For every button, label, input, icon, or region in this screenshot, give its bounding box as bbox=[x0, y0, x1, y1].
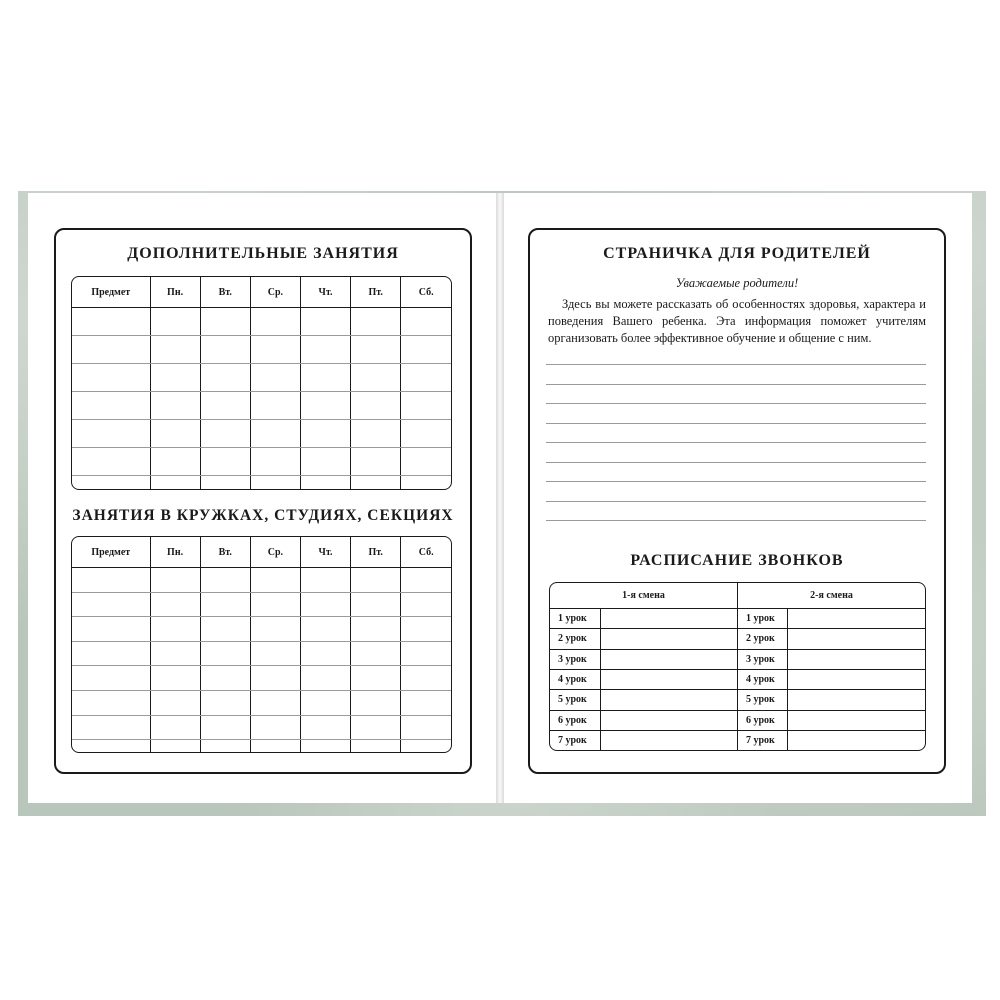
writing-line[interactable] bbox=[546, 520, 926, 521]
extra-lessons-cell[interactable] bbox=[250, 308, 300, 336]
clubs-cell[interactable] bbox=[401, 641, 451, 666]
extra-lessons-cell[interactable] bbox=[150, 419, 200, 447]
writing-line[interactable] bbox=[546, 403, 926, 404]
clubs-cell[interactable] bbox=[351, 617, 401, 642]
extra-lessons-cell[interactable] bbox=[150, 475, 200, 489]
clubs-cell[interactable] bbox=[200, 592, 250, 617]
parents-intro-text: Здесь вы можете рассказать об особенностях здоровья, характера и поведения Вашего ребенка. Эта информация поможет учителям организовать более эффективное обучение и общение с ним. bbox=[548, 297, 926, 345]
second-shift-lesson-label: 1 урок bbox=[738, 609, 788, 629]
second-shift-time-cell[interactable] bbox=[788, 609, 926, 629]
clubs-cell[interactable] bbox=[300, 592, 350, 617]
extra-lessons-row bbox=[72, 308, 451, 336]
clubs-cell[interactable] bbox=[300, 568, 350, 593]
extra-lessons-column-header: Вт. bbox=[200, 277, 250, 308]
bell-schedule-body bbox=[550, 609, 925, 751]
extra-lessons-column-header: Пн. bbox=[150, 277, 200, 308]
clubs-cell[interactable] bbox=[150, 666, 200, 691]
extra-lessons-row bbox=[72, 419, 451, 447]
clubs-body bbox=[72, 568, 451, 753]
first-shift-time-cell[interactable] bbox=[600, 629, 738, 649]
extra-lessons-cell[interactable] bbox=[401, 335, 451, 363]
extra-lessons-cell[interactable] bbox=[250, 335, 300, 363]
extra-lessons-cell[interactable] bbox=[401, 419, 451, 447]
bell-row bbox=[550, 710, 925, 730]
clubs-cell[interactable] bbox=[72, 740, 150, 752]
clubs-cell[interactable] bbox=[200, 568, 250, 593]
extra-lessons-header-row bbox=[72, 277, 451, 308]
extra-lessons-body bbox=[72, 308, 451, 490]
clubs-cell[interactable] bbox=[300, 740, 350, 752]
extra-lessons-cell[interactable] bbox=[150, 308, 200, 336]
clubs-cell[interactable] bbox=[351, 641, 401, 666]
clubs-cell[interactable] bbox=[351, 592, 401, 617]
second-shift-lesson-label: 2 урок bbox=[738, 629, 788, 649]
extra-lessons-row bbox=[72, 475, 451, 489]
first-shift-lesson-label: 4 урок bbox=[550, 669, 600, 689]
clubs-cell[interactable] bbox=[200, 715, 250, 740]
second-shift-lesson-label: 7 урок bbox=[738, 730, 788, 750]
extra-lessons-cell[interactable] bbox=[200, 308, 250, 336]
bell-schedule-table bbox=[549, 582, 926, 751]
extra-lessons-cell[interactable] bbox=[72, 363, 150, 391]
extra-lessons-cell[interactable] bbox=[300, 475, 350, 489]
extra-lessons-cell[interactable] bbox=[200, 335, 250, 363]
bell-row bbox=[550, 609, 925, 629]
extra-lessons-cell[interactable] bbox=[401, 363, 451, 391]
bell-row bbox=[550, 629, 925, 649]
extra-lessons-cell[interactable] bbox=[351, 308, 401, 336]
extra-lessons-cell[interactable] bbox=[150, 363, 200, 391]
extra-lessons-cell[interactable] bbox=[250, 363, 300, 391]
parents-page-title: СТРАНИЧКА ДЛЯ РОДИТЕЛЕЙ bbox=[603, 245, 871, 262]
extra-lessons-cell[interactable] bbox=[150, 447, 200, 475]
clubs-row bbox=[72, 568, 451, 593]
extra-lessons-cell[interactable] bbox=[200, 363, 250, 391]
clubs-cell[interactable] bbox=[150, 617, 200, 642]
extra-lessons-cell[interactable] bbox=[351, 335, 401, 363]
clubs-cell[interactable] bbox=[351, 715, 401, 740]
first-shift-time-cell[interactable] bbox=[600, 609, 738, 629]
parents-greeting: Уважаемые родители! bbox=[675, 276, 799, 290]
extra-lessons-cell[interactable] bbox=[300, 391, 350, 419]
second-shift-time-cell[interactable] bbox=[788, 730, 926, 750]
extra-lessons-cell[interactable] bbox=[250, 419, 300, 447]
extra-lessons-cell[interactable] bbox=[72, 447, 150, 475]
clubs-cell[interactable] bbox=[250, 568, 300, 593]
extra-lessons-table bbox=[71, 276, 452, 490]
extra-lessons-cell[interactable] bbox=[351, 447, 401, 475]
clubs-cell[interactable] bbox=[200, 617, 250, 642]
extra-lessons-cell[interactable] bbox=[401, 308, 451, 336]
extra-lessons-column-header: Чт. bbox=[300, 277, 350, 308]
writing-line[interactable] bbox=[546, 384, 926, 385]
writing-line[interactable] bbox=[546, 423, 926, 424]
extra-lessons-cell[interactable] bbox=[72, 391, 150, 419]
first-shift-time-cell[interactable] bbox=[600, 669, 738, 689]
clubs-title: ЗАНЯТИЯ В КРУЖКАХ, СТУДИЯХ, СЕКЦИЯХ bbox=[72, 507, 454, 524]
second-shift-time-cell[interactable] bbox=[788, 629, 926, 649]
clubs-cell[interactable] bbox=[150, 592, 200, 617]
first-shift-header: 1-я смена bbox=[550, 583, 738, 609]
extra-lessons-column-header: Предмет bbox=[72, 277, 150, 308]
extra-lessons-cell[interactable] bbox=[200, 391, 250, 419]
clubs-cell[interactable] bbox=[72, 690, 150, 715]
extra-lessons-cell[interactable] bbox=[72, 308, 150, 336]
clubs-cell[interactable] bbox=[72, 592, 150, 617]
clubs-column-header: Пн. bbox=[150, 537, 200, 568]
extra-lessons-column-header: Пт. bbox=[351, 277, 401, 308]
extra-lessons-cell[interactable] bbox=[72, 475, 150, 489]
extra-lessons-cell[interactable] bbox=[250, 391, 300, 419]
first-shift-time-cell[interactable] bbox=[600, 730, 738, 750]
clubs-cell[interactable] bbox=[300, 666, 350, 691]
clubs-cell[interactable] bbox=[150, 740, 200, 752]
clubs-cell[interactable] bbox=[72, 641, 150, 666]
clubs-cell[interactable] bbox=[351, 690, 401, 715]
extra-lessons-cell[interactable] bbox=[150, 391, 200, 419]
second-shift-lesson-label: 6 урок bbox=[738, 710, 788, 730]
extra-lessons-cell[interactable] bbox=[200, 447, 250, 475]
extra-lessons-cell[interactable] bbox=[401, 475, 451, 489]
extra-lessons-cell[interactable] bbox=[72, 419, 150, 447]
clubs-column-header: Вт. bbox=[200, 537, 250, 568]
clubs-cell[interactable] bbox=[351, 740, 401, 752]
clubs-cell[interactable] bbox=[401, 592, 451, 617]
extra-lessons-cell[interactable] bbox=[401, 391, 451, 419]
clubs-cell[interactable] bbox=[300, 641, 350, 666]
extra-lessons-cell[interactable] bbox=[351, 419, 401, 447]
bell-row bbox=[550, 690, 925, 710]
clubs-cell[interactable] bbox=[150, 641, 200, 666]
first-shift-lesson-label: 2 урок bbox=[550, 629, 600, 649]
extra-lessons-row bbox=[72, 363, 451, 391]
extra-lessons-cell[interactable] bbox=[300, 308, 350, 336]
second-shift-time-cell[interactable] bbox=[788, 669, 926, 689]
clubs-row bbox=[72, 715, 451, 740]
clubs-row bbox=[72, 690, 451, 715]
clubs-cell[interactable] bbox=[401, 740, 451, 752]
clubs-cell[interactable] bbox=[72, 666, 150, 691]
extra-lessons-row bbox=[72, 447, 451, 475]
extra-lessons-cell[interactable] bbox=[72, 335, 150, 363]
second-shift-lesson-label: 4 урок bbox=[738, 669, 788, 689]
extra-lessons-cell[interactable] bbox=[300, 363, 350, 391]
extra-lessons-cell[interactable] bbox=[300, 335, 350, 363]
writing-line[interactable] bbox=[546, 481, 926, 482]
extra-lessons-cell[interactable] bbox=[250, 447, 300, 475]
first-shift-time-cell[interactable] bbox=[600, 710, 738, 730]
second-shift-lesson-label: 5 урок bbox=[738, 690, 788, 710]
clubs-cell[interactable] bbox=[150, 568, 200, 593]
first-shift-time-cell[interactable] bbox=[600, 690, 738, 710]
extra-lessons-cell[interactable] bbox=[300, 419, 350, 447]
second-shift-time-cell[interactable] bbox=[788, 690, 926, 710]
extra-lessons-title: ДОПОЛНИТЕЛЬНЫЕ ЗАНЯТИЯ bbox=[127, 245, 399, 262]
writing-line[interactable] bbox=[546, 364, 926, 365]
clubs-cell[interactable] bbox=[72, 617, 150, 642]
clubs-cell[interactable] bbox=[401, 690, 451, 715]
clubs-cell[interactable] bbox=[300, 690, 350, 715]
extra-lessons-cell[interactable] bbox=[351, 391, 401, 419]
clubs-cell[interactable] bbox=[401, 715, 451, 740]
clubs-cell[interactable] bbox=[250, 740, 300, 752]
clubs-column-header: Пт. bbox=[351, 537, 401, 568]
extra-lessons-cell[interactable] bbox=[150, 335, 200, 363]
writing-line[interactable] bbox=[546, 501, 926, 502]
extra-lessons-cell[interactable] bbox=[351, 363, 401, 391]
clubs-row bbox=[72, 666, 451, 691]
first-shift-lesson-label: 6 урок bbox=[550, 710, 600, 730]
clubs-cell[interactable] bbox=[250, 690, 300, 715]
page-fold bbox=[496, 193, 504, 803]
first-shift-lesson-label: 3 урок bbox=[550, 649, 600, 669]
clubs-cell[interactable] bbox=[200, 666, 250, 691]
bell-row bbox=[550, 730, 925, 750]
clubs-cell[interactable] bbox=[72, 715, 150, 740]
clubs-row bbox=[72, 617, 451, 642]
clubs-cell[interactable] bbox=[150, 715, 200, 740]
clubs-table bbox=[71, 536, 452, 753]
extra-lessons-row bbox=[72, 335, 451, 363]
first-shift-lesson-label: 1 урок bbox=[550, 609, 600, 629]
clubs-cell[interactable] bbox=[300, 715, 350, 740]
clubs-cell[interactable] bbox=[250, 617, 300, 642]
extra-lessons-cell[interactable] bbox=[401, 447, 451, 475]
clubs-cell[interactable] bbox=[250, 592, 300, 617]
clubs-cell[interactable] bbox=[401, 666, 451, 691]
clubs-cell[interactable] bbox=[200, 740, 250, 752]
clubs-cell[interactable] bbox=[401, 568, 451, 593]
second-shift-lesson-label: 3 урок bbox=[738, 649, 788, 669]
extra-lessons-cell[interactable] bbox=[250, 475, 300, 489]
clubs-cell[interactable] bbox=[401, 617, 451, 642]
second-shift-time-cell[interactable] bbox=[788, 710, 926, 730]
clubs-cell[interactable] bbox=[250, 715, 300, 740]
writing-line[interactable] bbox=[546, 442, 926, 443]
clubs-cell[interactable] bbox=[351, 666, 401, 691]
bell-row bbox=[550, 669, 925, 689]
clubs-cell[interactable] bbox=[300, 617, 350, 642]
clubs-cell[interactable] bbox=[351, 568, 401, 593]
clubs-row bbox=[72, 740, 451, 752]
extra-lessons-cell[interactable] bbox=[200, 419, 250, 447]
clubs-cell[interactable] bbox=[200, 641, 250, 666]
clubs-column-header: Ср. bbox=[250, 537, 300, 568]
extra-lessons-cell[interactable] bbox=[200, 475, 250, 489]
extra-lessons-cell[interactable] bbox=[300, 447, 350, 475]
second-shift-time-cell[interactable] bbox=[788, 649, 926, 669]
first-shift-lesson-label: 5 урок bbox=[550, 690, 600, 710]
clubs-column-header: Предмет bbox=[72, 537, 150, 568]
first-shift-time-cell[interactable] bbox=[600, 649, 738, 669]
clubs-row bbox=[72, 592, 451, 617]
second-shift-header: 2-я смена bbox=[738, 583, 926, 609]
first-shift-lesson-label: 7 урок bbox=[550, 730, 600, 750]
clubs-column-header: Сб. bbox=[401, 537, 451, 568]
bell-schedule-title: РАСПИСАНИЕ ЗВОНКОВ bbox=[630, 552, 844, 569]
writing-line[interactable] bbox=[546, 462, 926, 463]
bell-row bbox=[550, 649, 925, 669]
extra-lessons-column-header: Ср. bbox=[250, 277, 300, 308]
clubs-cell[interactable] bbox=[72, 568, 150, 593]
clubs-cell[interactable] bbox=[200, 690, 250, 715]
clubs-column-header: Чт. bbox=[300, 537, 350, 568]
extra-lessons-cell[interactable] bbox=[351, 475, 401, 489]
clubs-cell[interactable] bbox=[250, 666, 300, 691]
clubs-row bbox=[72, 641, 451, 666]
extra-lessons-column-header: Сб. bbox=[401, 277, 451, 308]
extra-lessons-row bbox=[72, 391, 451, 419]
clubs-cell[interactable] bbox=[150, 690, 200, 715]
clubs-cell[interactable] bbox=[250, 641, 300, 666]
clubs-header-row bbox=[72, 537, 451, 568]
